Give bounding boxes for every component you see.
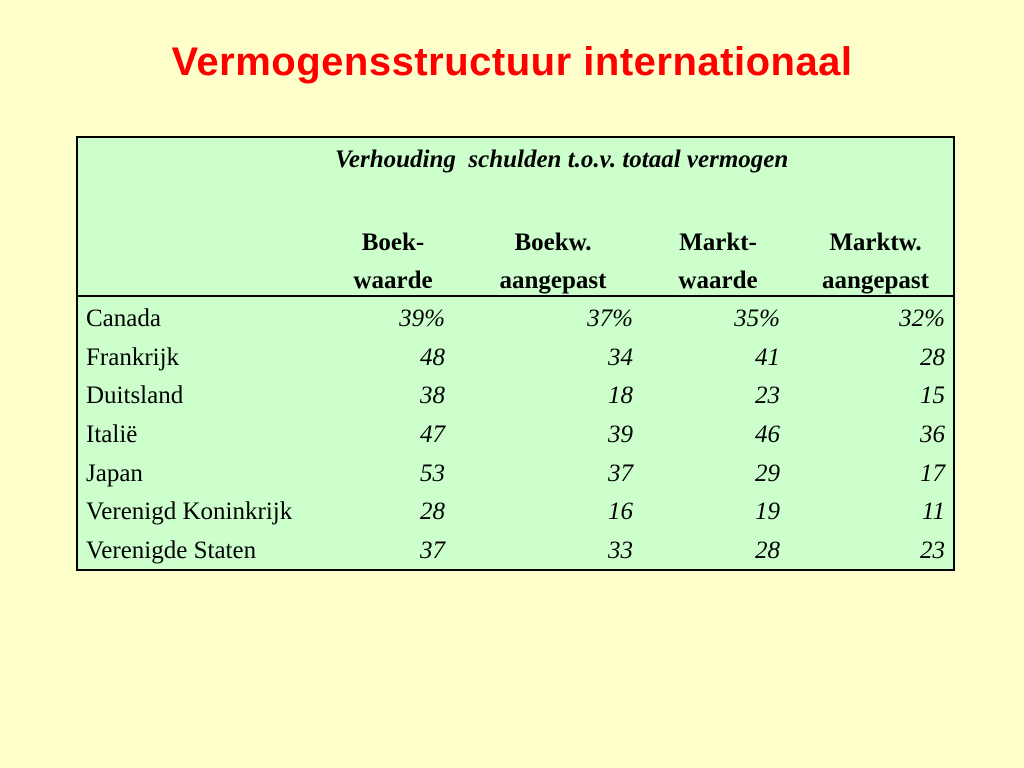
value-cell: 47 [420, 421, 445, 449]
value-cell: 34 [608, 343, 633, 371]
value-cell: 16 [608, 498, 633, 526]
table-row [78, 456, 953, 495]
column-header-line1: Boek- [361, 229, 425, 256]
value-cell: 37 [420, 537, 445, 565]
value-cell: 28 [920, 343, 945, 371]
table-caption: Verhouding schulden t.o.v. totaal vermogen [335, 146, 789, 173]
value-cell: 48 [420, 343, 445, 371]
value-cell: 23 [920, 537, 945, 565]
table-row [78, 533, 953, 572]
value-cell: 38 [420, 382, 445, 410]
column-header-boekw-aangepast [473, 224, 633, 300]
country-cell: Verenigd Koninkrijk [86, 498, 293, 526]
value-cell: 39% [399, 305, 445, 332]
value-cell: 32% [899, 305, 945, 332]
value-cell: 39 [608, 421, 633, 449]
header-divider [78, 295, 953, 297]
value-cell: 53 [420, 459, 445, 487]
table-body [78, 301, 953, 572]
table-row [78, 417, 953, 456]
country-cell: Verenigde Staten [86, 537, 257, 565]
value-cell: 29 [755, 459, 780, 487]
table-row [78, 378, 953, 417]
country-cell: Frankrijk [86, 343, 180, 371]
slide-title: Vermogensstructuur internationaal [171, 40, 853, 84]
value-cell: 19 [755, 498, 780, 526]
table-row [78, 301, 953, 340]
table-row [78, 494, 953, 533]
debt-ratio-table [76, 136, 955, 571]
value-cell: 18 [608, 382, 633, 410]
value-cell: 15 [920, 382, 945, 410]
column-header-boekwaarde [328, 224, 458, 300]
value-cell: 35% [734, 305, 780, 332]
column-header-line1: Marktw. [829, 229, 922, 256]
value-cell: 11 [921, 498, 945, 526]
column-header-line1: Boekw. [514, 229, 592, 256]
column-header-line2: aangepast [822, 267, 929, 294]
country-cell: Canada [86, 305, 161, 332]
table-row [78, 340, 953, 379]
value-cell: 23 [755, 382, 780, 410]
value-cell: 28 [755, 537, 780, 565]
column-header-line2: aangepast [499, 267, 607, 294]
country-cell: Italië [86, 421, 138, 449]
value-cell: 37 [608, 459, 633, 487]
country-cell: Duitsland [86, 382, 184, 410]
column-header-marktwaarde [648, 224, 788, 300]
column-header-line2: waarde [353, 267, 433, 294]
column-header-line2: waarde [678, 267, 758, 294]
value-cell: 46 [755, 421, 780, 449]
value-cell: 33 [608, 537, 633, 565]
value-cell: 28 [420, 498, 445, 526]
value-cell: 37% [587, 305, 633, 332]
value-cell: 36 [920, 421, 945, 449]
country-cell: Japan [86, 459, 143, 487]
value-cell: 17 [920, 459, 945, 487]
column-header-marktw-aangepast [798, 224, 953, 300]
column-header-line1: Markt- [679, 229, 757, 256]
value-cell: 41 [755, 343, 780, 371]
